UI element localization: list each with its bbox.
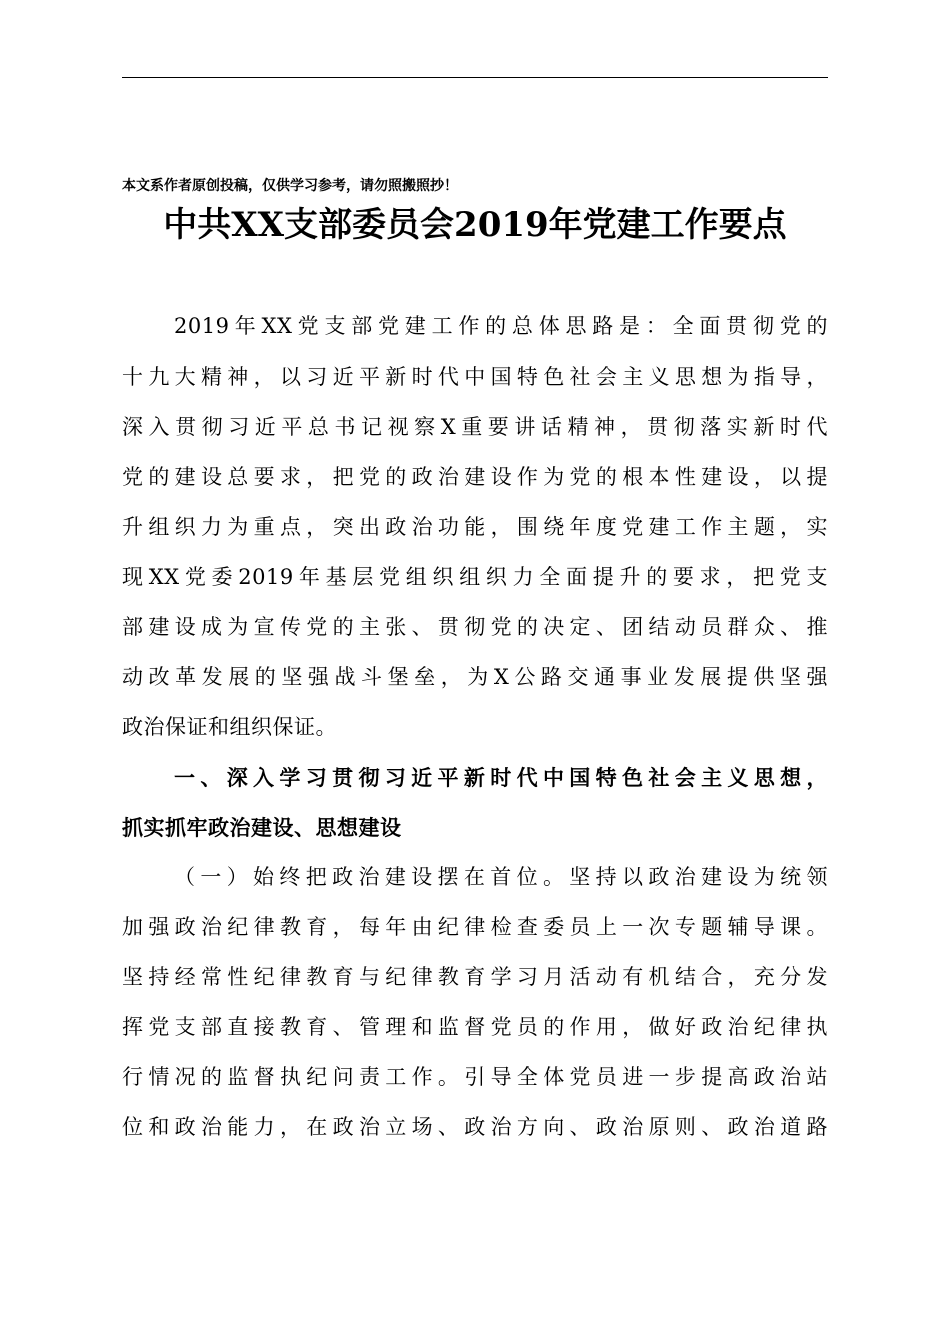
intro-line: 十九大精神，以习近平新时代中国特色社会主义思想为指导， [122,365,828,389]
intro-line: 现XX党委2019年基层党组织组织力全面提升的要求，把党支 [122,565,828,589]
section-heading-line: 一、深入学习贯彻习近平新时代中国特色社会主义思想， [174,766,828,790]
section-heading-line: 抓实抓牢政治建设、思想建设 [122,816,402,840]
copyright-notice: 本文系作者原创投稿，仅供学习参考，请勿照搬照抄！ [122,178,458,194]
intro-line: 政治保证和组织保证。 [122,715,337,739]
section-line: （一）始终把政治建设摆在首位。坚持以政治建设为统领 [174,865,828,889]
section-line: 加强政治纪律教育，每年由纪律检查委员上一次专题辅导课。 [122,915,828,939]
intro-line: 深入贯彻习近平总书记视察X重要讲话精神，贯彻落实新时代 [122,415,828,439]
section-line: 行情况的监督执纪问责工作。引导全体党员进一步提高政治站 [122,1065,828,1089]
section-line: 坚持经常性纪律教育与纪律教育学习月活动有机结合，充分发 [122,965,828,989]
section-line: 挥党支部直接教育、管理和监督党员的作用，做好政治纪律执 [122,1015,828,1039]
section-line: 位和政治能力，在政治立场、政治方向、政治原则、政治道路 [122,1115,828,1139]
intro-line: 升组织力为重点，突出政治功能，围绕年度党建工作主题，实 [122,515,828,539]
intro-line: 动改革发展的坚强战斗堡垒，为X公路交通事业发展提供坚强 [122,665,828,689]
intro-line: 党的建设总要求，把党的政治建设作为党的根本性建设，以提 [122,465,828,489]
document-title: 中共XX支部委员会2019年党建工作要点 [163,205,787,245]
intro-line: 2019年XX党支部党建工作的总体思路是：全面贯彻党的 [174,314,828,338]
header-rule [122,77,828,78]
intro-line: 部建设成为宣传党的主张、贯彻党的决定、团结动员群众、推 [122,615,828,639]
